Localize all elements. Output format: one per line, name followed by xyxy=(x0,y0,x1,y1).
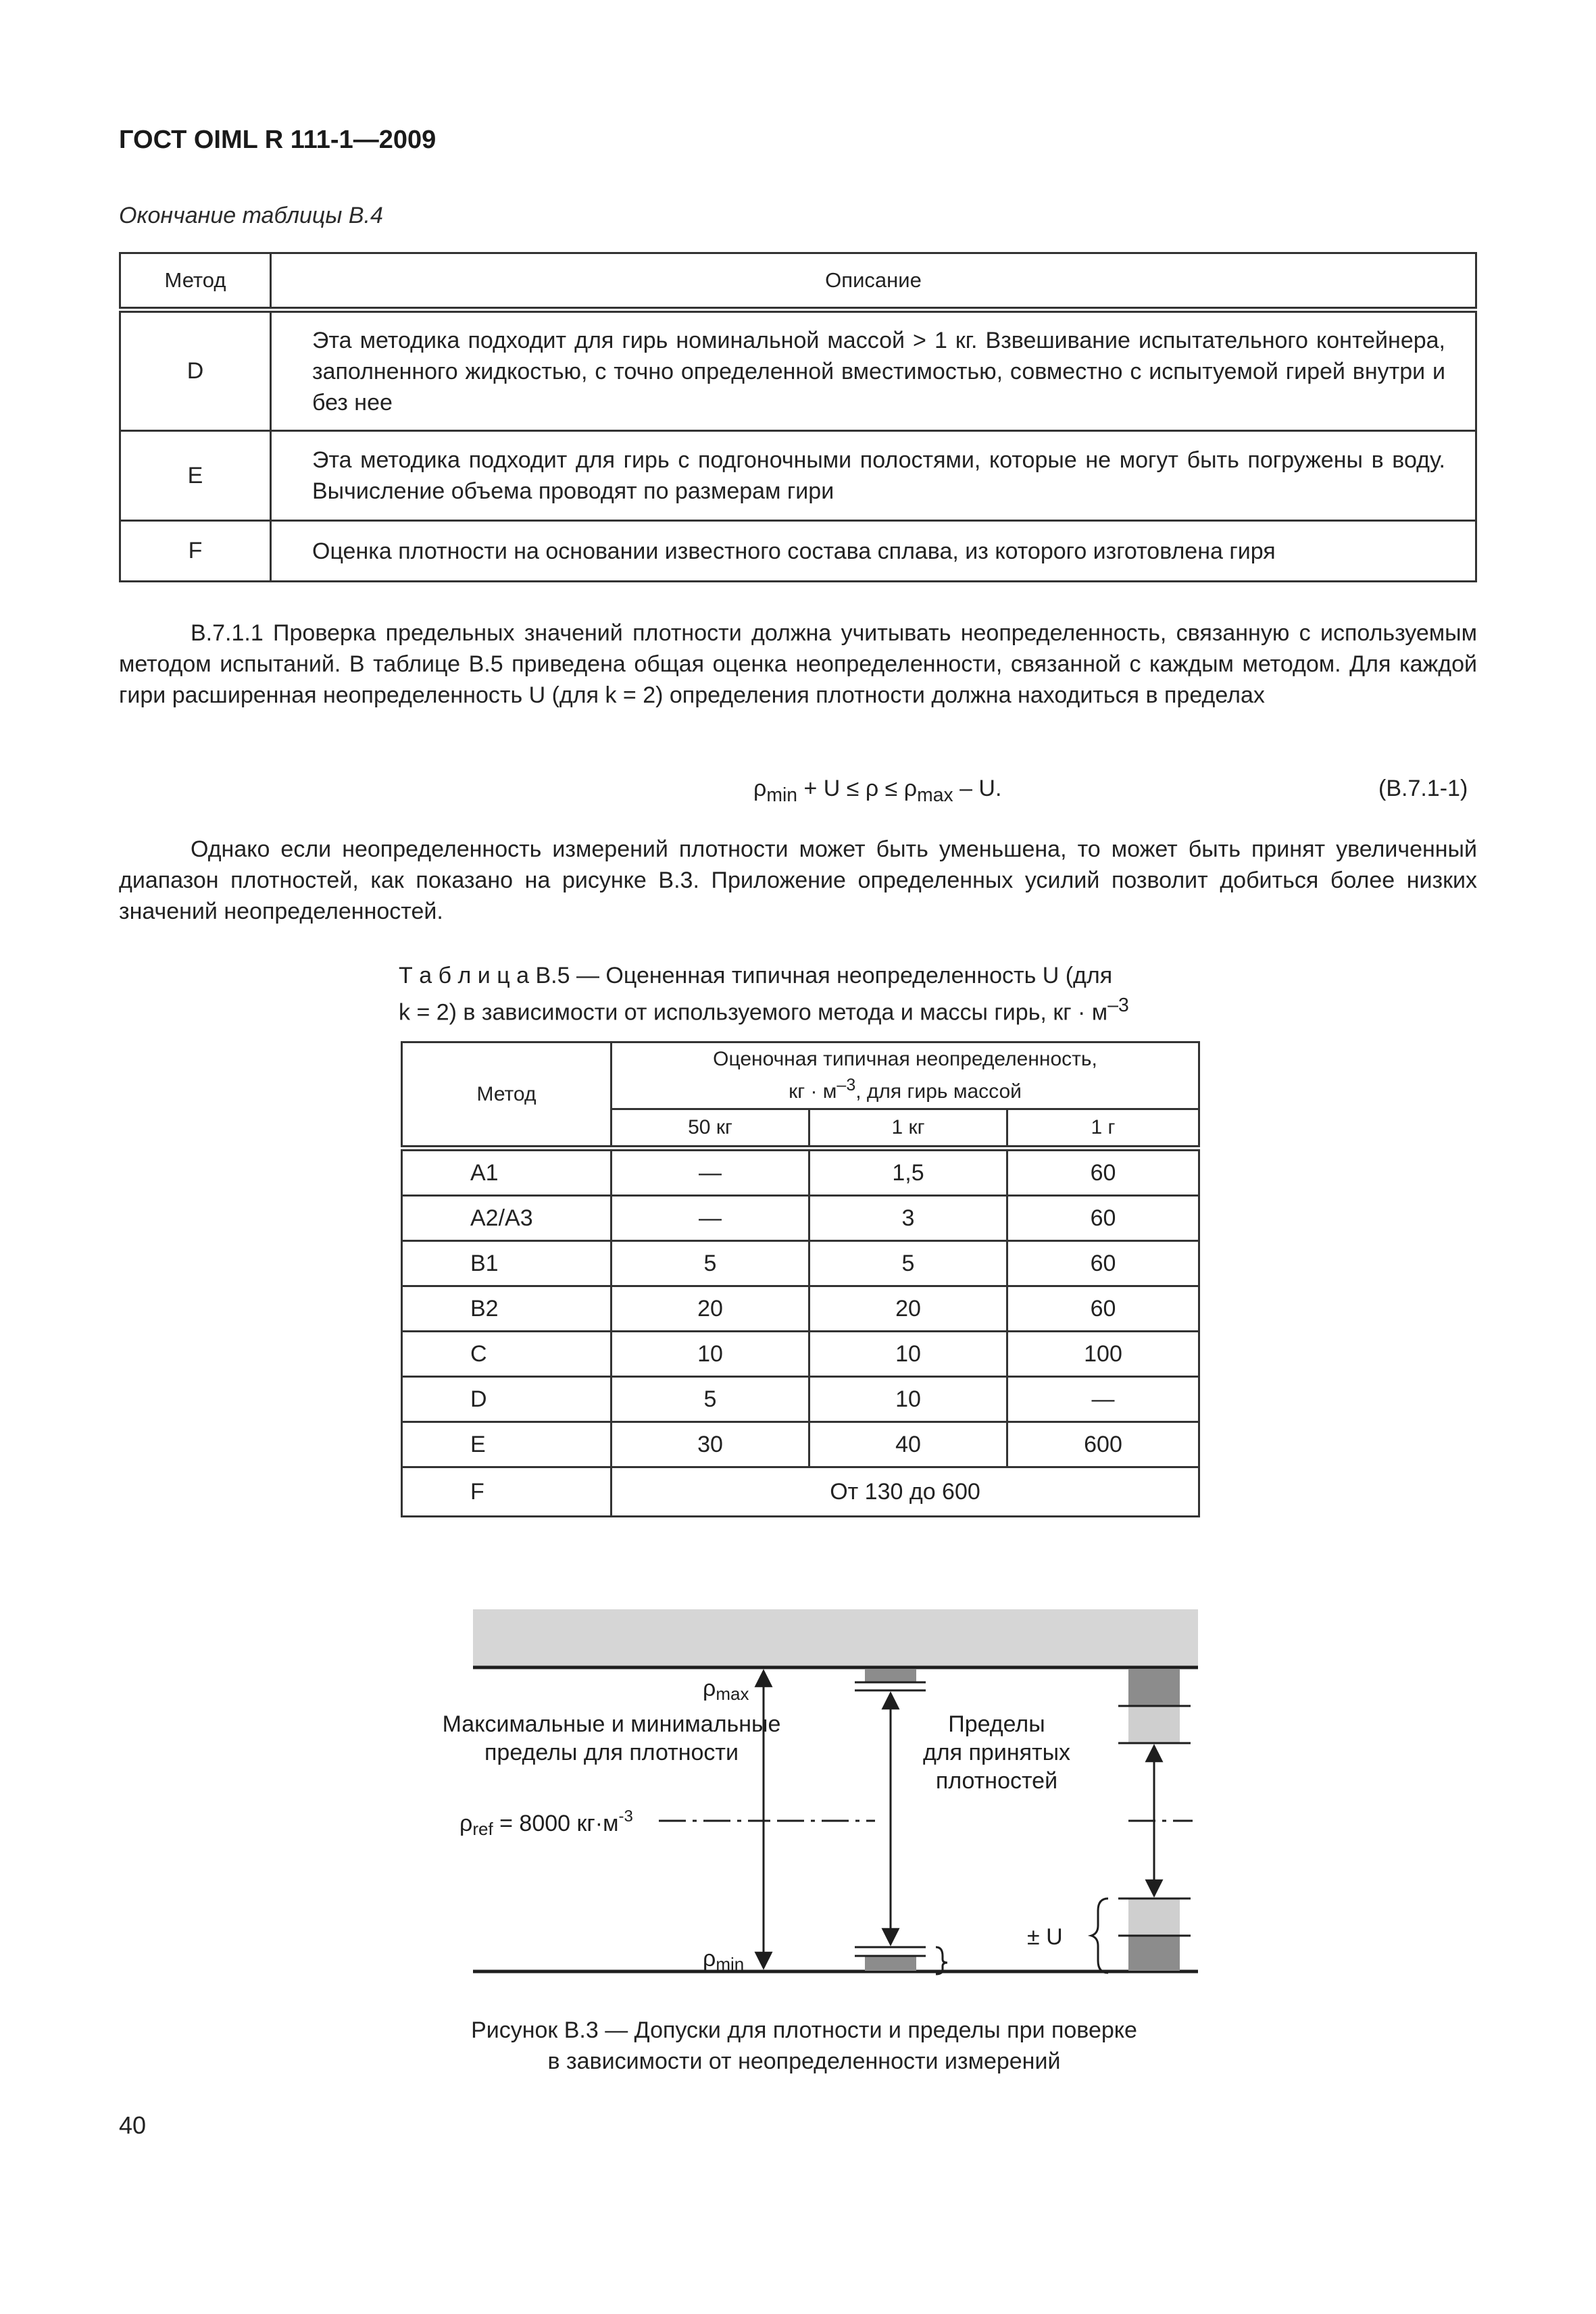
value-cell: — xyxy=(1007,1377,1199,1422)
figure-caption-line1: Рисунок В.3 — Допуски для плотности и пределы при поверке xyxy=(471,2017,1137,2043)
right-label-line1: Пределы xyxy=(948,1711,1045,1737)
rho-min-label: ρmin xyxy=(703,1946,745,1974)
table-b5-caption xyxy=(399,961,1203,1027)
right-label-line2: для принятых xyxy=(922,1740,1071,1765)
figure-b3-diagram xyxy=(392,1601,1223,1993)
right-upper-light-block xyxy=(1128,1706,1180,1743)
method-cell: A2/A3 xyxy=(402,1196,612,1241)
table-b5-caption-line2 xyxy=(399,990,1203,1027)
table-b5-header-method: Метод xyxy=(402,1042,612,1149)
value-cell: 20 xyxy=(612,1286,809,1332)
table-b4-caption: Окончание таблицы В.4 xyxy=(119,203,383,228)
document-title: ГОСТ OIML R 111-1—2009 xyxy=(119,126,437,154)
mass-header-1g: 1 г xyxy=(1007,1109,1199,1149)
caption-line2-text: k = 2) в зависимости от используемого метода и массы гирь, кг · м xyxy=(399,999,1108,1026)
uncertainty-brace xyxy=(1091,1898,1108,1973)
mass-header-1kg: 1 кг xyxy=(809,1109,1007,1149)
table-row xyxy=(402,1332,1199,1377)
value-cell: 1,5 xyxy=(809,1149,1007,1196)
header-group-line1: Оценочная типичная неопределенность, xyxy=(713,1048,1097,1070)
table-row xyxy=(120,310,1476,431)
formula-end: – U. xyxy=(953,776,1002,801)
value-cell: 10 xyxy=(809,1377,1007,1422)
right-lower-dark-block xyxy=(1128,1936,1180,1971)
header-group-unit: кг · м xyxy=(789,1080,837,1103)
header-group-exponent: –3 xyxy=(837,1076,856,1095)
table-row xyxy=(120,521,1476,582)
value-cell: 5 xyxy=(809,1241,1007,1286)
table-b4-method-cell: F xyxy=(120,521,271,582)
formula-middle: + U ≤ ρ ≤ xyxy=(797,776,904,801)
value-cell-merged: От 130 до 600 xyxy=(612,1467,1199,1517)
method-cell: B2 xyxy=(402,1286,612,1332)
right-upper-dark-block xyxy=(1128,1669,1180,1706)
value-cell: 60 xyxy=(1007,1286,1199,1332)
upper-band xyxy=(473,1609,1198,1667)
rho-ref-label: ρref = 8000 $кг\cdot м^{-3}$ xyxy=(459,1807,633,1839)
header-group-line2 xyxy=(612,1072,1198,1105)
formula-rho: ρ xyxy=(903,776,918,801)
table-b4-description-cell: Оценка плотности на основании известного состава сплава, из которого изготовлена гиря xyxy=(271,521,1476,582)
value-cell: 10 xyxy=(809,1332,1007,1377)
right-lower-light-block xyxy=(1128,1898,1180,1936)
table-b4-method-cell: D xyxy=(120,310,271,431)
table-row xyxy=(402,1149,1199,1196)
paragraph-b7-1-1: В.7.1.1 Проверка предельных значений плотности должна учитывать неопределенность, связанную с используемым методом испытаний. В таблице В.5 приведена общая оценка неопределенности, связанной с каждым методом. Для каждой гири расширенная неопределенность U (для k = 2) определения плотности должна находиться в пределах xyxy=(119,620,1477,708)
table-b5 xyxy=(401,1041,1200,1517)
table-b4-header-method: Метод xyxy=(120,253,271,310)
table-b4 xyxy=(119,252,1477,582)
table-b5-caption-line1: Т а б л и ц а В.5 — Оцененная типичная неопределенность U (для xyxy=(399,963,1113,988)
value-cell: 30 xyxy=(612,1422,809,1467)
method-cell: D xyxy=(402,1377,612,1422)
table-row xyxy=(402,1467,1199,1517)
table-b5-header-group xyxy=(612,1042,1199,1109)
plus-minus-u-label: ± U xyxy=(1027,1924,1063,1950)
value-cell: 5 xyxy=(612,1377,809,1422)
table-row xyxy=(402,1377,1199,1422)
value-cell: 20 xyxy=(809,1286,1007,1332)
value-cell: — xyxy=(612,1196,809,1241)
method-cell: E xyxy=(402,1422,612,1467)
value-cell: 60 xyxy=(1007,1149,1199,1196)
table-b4-description-cell: Эта методика подходит для гирь номинальной массой > 1 кг. Взвешивание испытательного контейнера, заполненного жидкостью, с точно определенной вместимостью, совместно с испытуемой гирей внутри и без нее xyxy=(271,310,1476,431)
formula-max-subscript: max xyxy=(917,784,953,806)
value-cell: 100 xyxy=(1007,1332,1199,1377)
table-row xyxy=(402,1422,1199,1467)
table-row xyxy=(120,431,1476,521)
mass-header-50kg: 50 кг xyxy=(612,1109,809,1149)
value-cell: 10 xyxy=(612,1332,809,1377)
method-cell: B1 xyxy=(402,1241,612,1286)
rho-max-label: ρmax xyxy=(703,1676,749,1704)
table-b4-description-cell: Эта методика подходит для гирь с подгоночными полостями, которые не могут быть погружены в воду. Вычисление объема проводят по размерам гири xyxy=(271,431,1476,521)
formula-number: (В.7.1-1) xyxy=(1378,776,1468,801)
upper-uncertainty-block xyxy=(865,1669,916,1682)
left-label-line2: пределы для плотности xyxy=(484,1740,739,1765)
method-cell: C xyxy=(402,1332,612,1377)
value-cell: 40 xyxy=(809,1422,1007,1467)
value-cell: 5 xyxy=(612,1241,809,1286)
value-cell: 60 xyxy=(1007,1196,1199,1241)
lower-uncertainty-block xyxy=(865,1956,916,1971)
page-number: 40 xyxy=(119,2111,147,2139)
left-label-line1: Максимальные и минимальные xyxy=(442,1711,781,1737)
formula-b7-1-1 xyxy=(753,776,1001,807)
value-cell: 3 xyxy=(809,1196,1007,1241)
right-label-line3: плотностей xyxy=(935,1768,1058,1794)
table-row xyxy=(402,1196,1199,1241)
table-b5-header-row xyxy=(402,1042,1199,1109)
caption-exponent: –3 xyxy=(1107,995,1129,1016)
method-cell: F xyxy=(402,1467,612,1517)
figure-caption-line2: в зависимости от неопределенности измерений xyxy=(547,2048,1061,2074)
table-b4-header-row xyxy=(120,253,1476,310)
value-cell: 60 xyxy=(1007,1241,1199,1286)
value-cell: — xyxy=(612,1149,809,1196)
value-cell: 600 xyxy=(1007,1422,1199,1467)
table-b4-method-cell: E xyxy=(120,431,271,521)
formula-rho: ρ xyxy=(753,776,767,801)
table-row xyxy=(402,1286,1199,1332)
header-group-end: , для гирь массой xyxy=(855,1080,1022,1103)
formula-min-subscript: min xyxy=(766,784,797,806)
table-row xyxy=(402,1241,1199,1286)
paragraph-range: Однако если неопределенность измерений плотности может быть уменьшена, то может быть принят увеличенный диапазон плотностей, как показано на рисунке В.3. Приложение определенных усилий позволит добиться более низких значений неопределенностей. xyxy=(119,836,1477,924)
figure-b3-caption xyxy=(405,2015,1203,2077)
table-b4-header-description: Описание xyxy=(271,253,1476,310)
method-cell: A1 xyxy=(402,1149,612,1196)
